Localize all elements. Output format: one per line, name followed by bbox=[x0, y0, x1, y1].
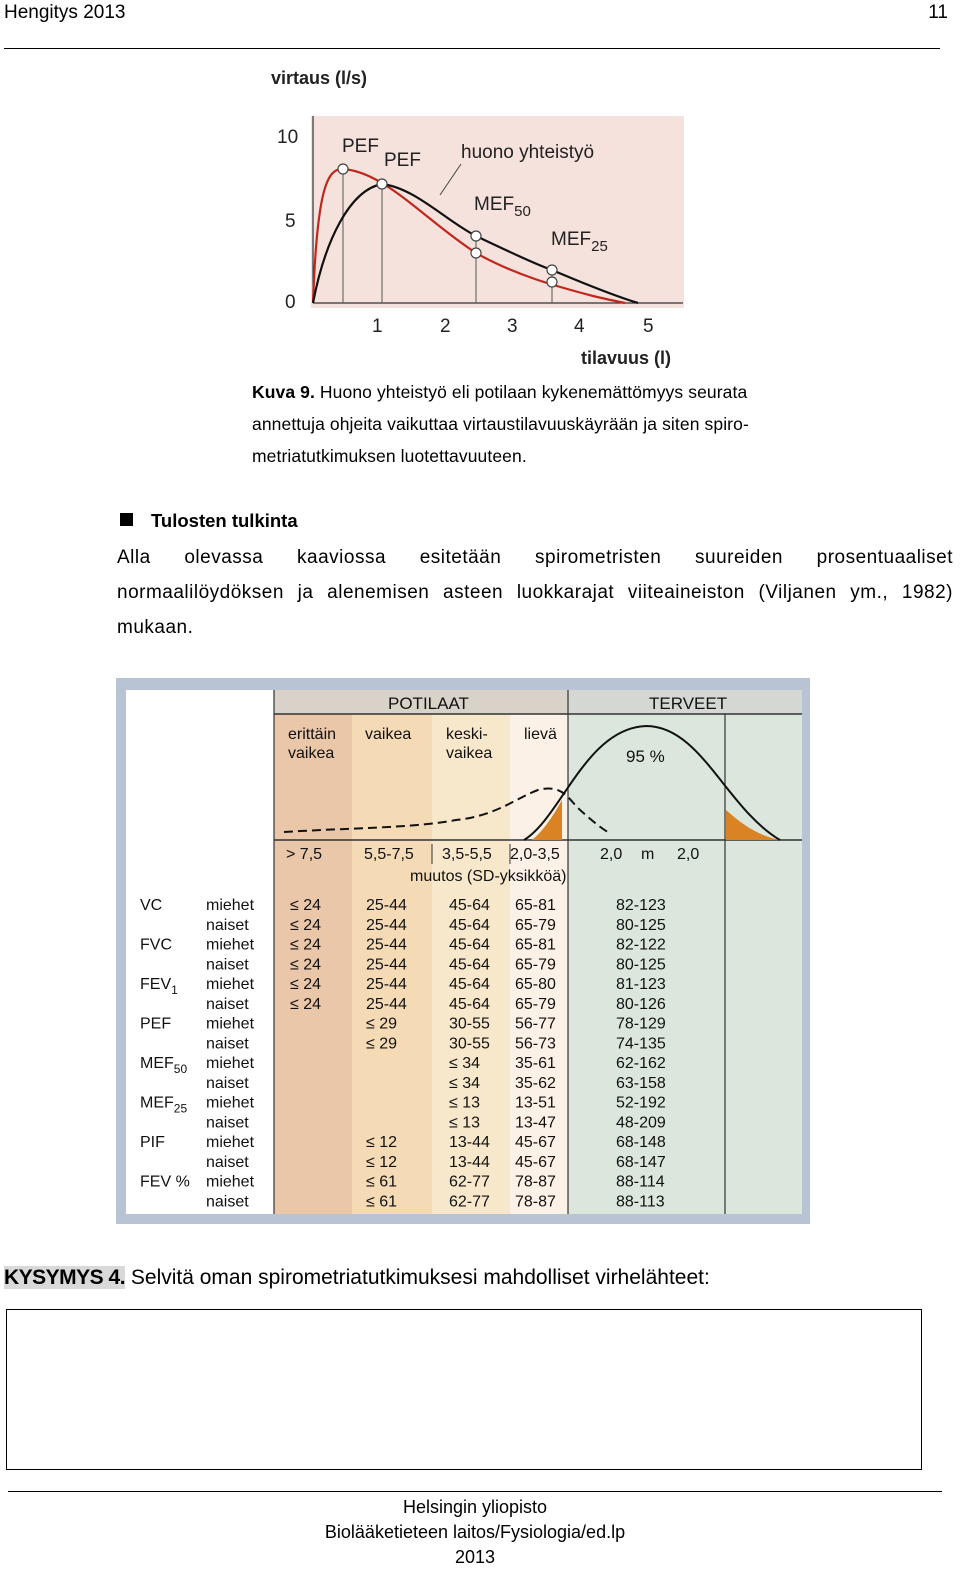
table-cell-c4: 56-77 bbox=[515, 1015, 556, 1033]
table-cell-c1: ≤ 24 bbox=[290, 897, 322, 914]
table-cell-sex: naiset bbox=[206, 1153, 249, 1171]
mild-label: lievä bbox=[524, 726, 557, 743]
page-number: 11 bbox=[928, 2, 948, 23]
healthy-column bbox=[568, 714, 802, 1214]
table-cell-sex: naiset bbox=[206, 1074, 249, 1092]
table-cell-sex: miehet bbox=[206, 1094, 255, 1112]
mef50-label: $MEF_{50}$ bbox=[474, 194, 531, 220]
table-cell-c3: 45-64 bbox=[449, 897, 490, 914]
table-cell-c2: ≤ 61 bbox=[366, 1193, 398, 1211]
table-cell-c5: 81-123 bbox=[616, 976, 666, 993]
table-cell-c3: 45-64 bbox=[449, 995, 490, 1013]
table-cell-c1: ≤ 24 bbox=[290, 995, 322, 1013]
table-cell-c5: 52-192 bbox=[616, 1094, 666, 1112]
mef25-poor-marker bbox=[547, 265, 557, 275]
table-cell-c5: 68-148 bbox=[616, 1134, 666, 1151]
table-cell-sex: naiset bbox=[206, 995, 249, 1013]
table-cell-sex: naiset bbox=[206, 916, 249, 934]
y-tick-5: 5 bbox=[285, 211, 296, 232]
sd-range-moderate: 3,5-5,5 bbox=[442, 846, 492, 863]
table-cell-c3: 45-64 bbox=[449, 916, 490, 934]
table-cell-param: VC bbox=[140, 897, 163, 914]
table-cell-c4: 65-79 bbox=[515, 916, 556, 934]
table-cell-c5: 88-114 bbox=[616, 1173, 665, 1191]
severe-label: vaikea bbox=[365, 726, 412, 743]
table-cell-param: FEV % bbox=[140, 1173, 190, 1191]
table-cell-c5: 78-129 bbox=[616, 1015, 666, 1033]
table-cell-c5: 82-122 bbox=[616, 936, 666, 954]
table-cell-c3: 45-64 bbox=[449, 936, 490, 954]
moderate-label-1: keski- bbox=[446, 726, 488, 743]
table-cell-c4: 13-51 bbox=[515, 1094, 556, 1112]
reference-table bbox=[116, 678, 810, 1224]
table-cell-c2: ≤ 29 bbox=[366, 1035, 398, 1053]
footer-institution: Helsingin yliopisto bbox=[402, 1497, 548, 1517]
footer-year: 2013 bbox=[454, 1547, 496, 1567]
table-cell-c2: 25-44 bbox=[366, 897, 407, 914]
moderate-label-2: vaikea bbox=[446, 745, 493, 762]
table-cell-c2: ≤ 12 bbox=[366, 1134, 398, 1151]
table-cell-sex: miehet bbox=[206, 976, 255, 993]
table-cell-c4: 35-61 bbox=[515, 1055, 556, 1072]
table-cell-c4: 13-47 bbox=[515, 1114, 556, 1132]
section-title: Tulosten tulkinta bbox=[151, 510, 298, 531]
very-severe-label-1: erittäin bbox=[288, 726, 337, 743]
table-cell-param-main: FEV bbox=[140, 976, 172, 993]
table-cell-sex: miehet bbox=[206, 1055, 255, 1072]
very-severe-label-2: vaikea bbox=[288, 745, 335, 762]
mef50-poor-marker bbox=[471, 231, 481, 241]
section-heading bbox=[120, 510, 298, 532]
table-cell-sex: miehet bbox=[206, 1134, 255, 1151]
sd-range-upper: 2,0 bbox=[677, 846, 700, 863]
question-text: Selvitä oman spirometriatutkimuksesi mahdolliset virhelähteet: bbox=[130, 1266, 710, 1289]
pef-normal-label: PEF bbox=[342, 136, 379, 157]
table-cell-c4: 65-81 bbox=[515, 897, 556, 914]
table-cell-c5: 74-135 bbox=[616, 1035, 666, 1053]
table-cell-c4: 35-62 bbox=[515, 1074, 556, 1092]
sd-range-mild: 2,0-3,5 bbox=[510, 846, 560, 863]
table-cell-c2: ≤ 29 bbox=[366, 1015, 398, 1033]
table-cell-c3: 13-44 bbox=[449, 1134, 490, 1151]
table-cell-c4: 65-79 bbox=[515, 995, 556, 1013]
table-cell-c2: 25-44 bbox=[366, 916, 407, 934]
table-cell-c3: 45-64 bbox=[449, 976, 490, 993]
table-cell-c2: 25-44 bbox=[366, 976, 407, 993]
table-cell-sex: naiset bbox=[206, 1114, 249, 1132]
table-cell-param-sub: 25 bbox=[173, 1101, 188, 1116]
table-cell-c5: 63-158 bbox=[616, 1074, 666, 1092]
table-cell-c5: 68-147 bbox=[616, 1153, 666, 1171]
x-tick-5: 5 bbox=[643, 316, 654, 337]
percent-label: 95 % bbox=[626, 747, 665, 766]
sd-range-severe: 5,5-7,5 bbox=[364, 846, 414, 863]
x-tick-2: 2 bbox=[440, 316, 451, 337]
sd-caption: muutos (SD-yksikköä) bbox=[410, 868, 567, 885]
table-cell-c4: 65-80 bbox=[515, 976, 556, 993]
pef-poor-label: PEF bbox=[384, 150, 421, 171]
x-tick-3: 3 bbox=[507, 316, 518, 337]
table-cell-param: FVC bbox=[140, 936, 172, 954]
x-tick-4: 4 bbox=[574, 316, 585, 337]
table-cell-c5: 82-123 bbox=[616, 897, 666, 914]
table-cell-sex: naiset bbox=[206, 956, 249, 974]
table-cell-c3: ≤ 13 bbox=[449, 1094, 481, 1112]
table-cell-c3: ≤ 34 bbox=[449, 1074, 481, 1092]
table-cell-param-sub: 1 bbox=[171, 983, 178, 997]
caption-label: Kuva 9. bbox=[252, 382, 315, 402]
table-cell-c1: ≤ 24 bbox=[290, 916, 322, 934]
mef50-normal-marker bbox=[471, 248, 481, 258]
x-axis-title: tilavuus (l) bbox=[581, 348, 672, 368]
mef25-label: $MEF_{25}$ bbox=[551, 229, 608, 255]
figure-caption bbox=[252, 376, 872, 472]
patients-header: POTILAAT bbox=[388, 694, 469, 713]
table-cell-c1: ≤ 24 bbox=[290, 976, 322, 993]
table-cell-c5: 88-113 bbox=[616, 1193, 665, 1211]
table-cell-param-main: MEF bbox=[140, 1094, 174, 1112]
x-tick-1: 1 bbox=[372, 316, 383, 337]
table-cell-c3: ≤ 34 bbox=[449, 1055, 481, 1072]
table-cell-c1: ≤ 24 bbox=[290, 936, 322, 954]
poor-effort-label: huono yhteistyö bbox=[461, 142, 595, 163]
y-tick-10: 10 bbox=[277, 127, 299, 148]
table-cell-c4: 65-81 bbox=[515, 936, 556, 954]
table-cell-c3: 30-55 bbox=[449, 1035, 490, 1053]
caption-line-2: annettuja ohjeita vaikuttaa virtaustilavuuskäyrään ja siten spiro- bbox=[252, 414, 749, 434]
table-cell-param-sub: 50 bbox=[173, 1062, 188, 1076]
table-cell-c2: 25-44 bbox=[366, 936, 407, 954]
table-cell-c5: 80-126 bbox=[616, 995, 666, 1013]
footer-department: Biolääketieteen laitos/Fysiologia/ed.lp bbox=[324, 1522, 626, 1542]
caption-text-1: Huono yhteistyö eli potilaan kykenemättömyys seurata bbox=[319, 382, 748, 402]
table-cell-c3: 13-44 bbox=[449, 1153, 490, 1171]
table-cell-c2: ≤ 12 bbox=[366, 1153, 398, 1171]
flow-volume-figure bbox=[255, 60, 700, 370]
table-cell-sex: naiset bbox=[206, 1035, 249, 1053]
table-cell-c3: 62-77 bbox=[449, 1193, 490, 1211]
table-cell-c1: ≤ 24 bbox=[290, 956, 322, 974]
table-cell-c5: 48-209 bbox=[616, 1114, 666, 1132]
answer-box[interactable] bbox=[6, 1309, 922, 1470]
table-cell-c4: 78-87 bbox=[515, 1193, 556, 1211]
pef-normal-marker bbox=[338, 164, 348, 174]
table-cell-sex: miehet bbox=[206, 1173, 255, 1191]
table-cell-c3: ≤ 13 bbox=[449, 1114, 481, 1132]
footer-rule bbox=[8, 1491, 942, 1492]
table-cell-sex: miehet bbox=[206, 1015, 255, 1033]
table-cell-param: PIF bbox=[140, 1134, 165, 1151]
table-cell-c2: 25-44 bbox=[366, 995, 407, 1013]
table-cell-sex: miehet bbox=[206, 897, 255, 914]
pef-poor-marker bbox=[377, 179, 387, 189]
table-cell-c4: 45-67 bbox=[515, 1153, 556, 1171]
caption-line-1 bbox=[252, 376, 872, 408]
caption-line-3: metriatutkimuksen luotettavuuteen. bbox=[252, 446, 527, 466]
table-cell-c4: 78-87 bbox=[515, 1173, 556, 1191]
table-cell-param: PEF bbox=[140, 1015, 172, 1033]
table-cell-c4: 45-67 bbox=[515, 1134, 556, 1151]
sd-range-very-severe: > 7,5 bbox=[286, 846, 323, 863]
table-cell-c4: 56-73 bbox=[515, 1035, 556, 1053]
table-cell-c5: 80-125 bbox=[616, 956, 666, 974]
healthy-header: TERVEET bbox=[649, 694, 728, 713]
square-bullet-icon bbox=[120, 513, 133, 526]
table-cell-sex: naiset bbox=[206, 1193, 249, 1211]
document-title: Hengitys 2013 bbox=[4, 2, 126, 23]
sd-range-mean: m bbox=[641, 846, 655, 863]
table-cell-c5: 80-125 bbox=[616, 916, 666, 934]
question-label: KYSYMYS 4. bbox=[4, 1266, 126, 1289]
table-cell-c4: 65-79 bbox=[515, 956, 556, 974]
mef25-normal-marker bbox=[547, 277, 557, 287]
table-cell-sex: miehet bbox=[206, 936, 255, 954]
sd-range-lower: 2,0 bbox=[600, 846, 623, 863]
table-cell-c3: 30-55 bbox=[449, 1015, 490, 1033]
header-rule bbox=[4, 48, 940, 49]
y-axis-title: virtaus (l/s) bbox=[271, 68, 368, 88]
section-paragraph: Alla olevassa kaaviossa esitetään spirometristen suureiden prosentuaaliset normaalilöydöksen ja alenemisen asteen luokkarajat viiteaineiston (Viljanen ym., 1982) mukaan. bbox=[117, 547, 953, 638]
y-tick-0: 0 bbox=[285, 292, 296, 313]
table-cell-param-main: MEF bbox=[140, 1055, 174, 1072]
table-cell-c3: 62-77 bbox=[449, 1173, 490, 1191]
table-cell-c2: 25-44 bbox=[366, 956, 407, 974]
table-cell-c5: 62-162 bbox=[616, 1055, 666, 1072]
table-cell-c3: 45-64 bbox=[449, 956, 490, 974]
table-cell-c2: ≤ 61 bbox=[366, 1173, 398, 1191]
question bbox=[4, 1266, 710, 1290]
